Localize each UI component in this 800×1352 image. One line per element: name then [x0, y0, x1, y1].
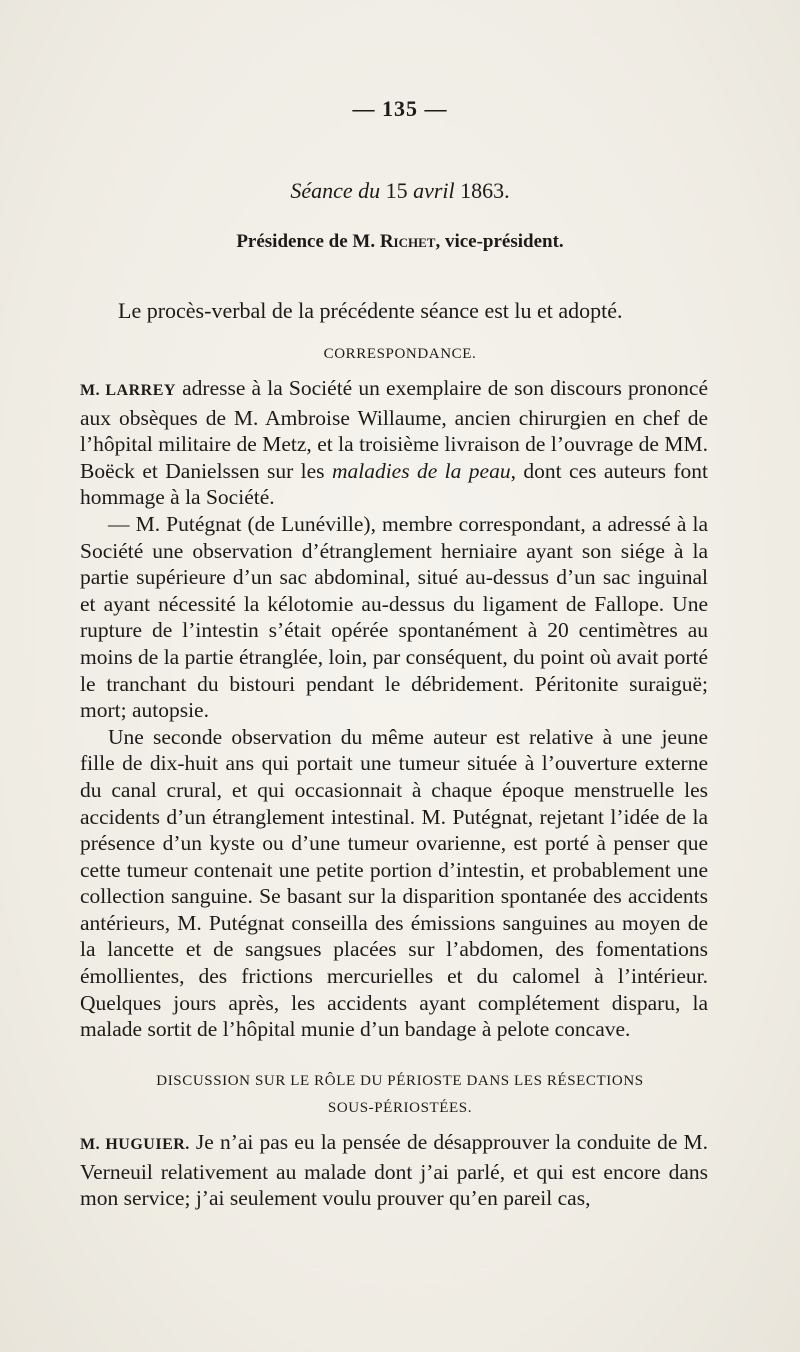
larrey-italic-title: maladies de la peau — [331, 458, 511, 483]
larrey-text-before: adresse à la Société un exemplaire de son discours prononcé aux obsèques de M. Ambroise Willaume, ancien chirurgien en chef de l’hôpital militaire de Metz, et la troisième livraison de l’ouvrage de MM. Boëck et Danielssen sur les — [80, 376, 708, 483]
minutes-statement: Le procès-verbal de la précédente séance est lu et adopté. — [118, 298, 623, 323]
speaker-huguier: M. HUGUIER. — [80, 1136, 190, 1153]
discussion-body — [80, 1129, 708, 1212]
discussion-heading-line-2: SOUS-PÉRIOSTÉES. — [327, 1100, 473, 1116]
presidency-suffix: , vice-président. — [435, 231, 564, 252]
paragraph-larrey — [80, 375, 708, 511]
larrey-text-after: , dont ces auteurs font hommage à la Société. — [80, 458, 708, 510]
correspondence-heading: CORRESPONDANCE. — [323, 346, 477, 362]
speaker-larrey: M. LARREY — [80, 382, 176, 399]
session-date-day: 15 — [385, 178, 408, 203]
session-date-prefix: Séance du — [290, 178, 381, 203]
session-date-year: 1863. — [460, 178, 510, 203]
paragraph-putegnat-1: — M. Putégnat (de Lunéville), membre correspondant, a adressé à la Société une observation d’étranglement herniaire ayant son siége à la partie supérieure d’un sac abdominal, situé au-dessus d’un sac inguinal et ayant nécessité la kélotomie au-dessus du ligament de Fallope. Une rupture de l’intestin s’était opérée spontanément à 20 centimètres au moins de la partie étranglée, loin, par conséquent, du point où avait porté le tranchant du bistouri pendant le débridement. Péritonite suraiguë; mort; autopsie. — [80, 511, 708, 723]
president-name: Richet — [379, 231, 436, 252]
huguier-text: Je n’ai pas eu la pensée de désapprouver la conduite de M. Verneuil relativement au malade dont j’ai parlé, et qui est encore dans mon service; j’ai seulement voulu prouver qu’en pareil cas, — [80, 1130, 708, 1211]
paragraph-huguier — [80, 1129, 708, 1212]
session-date — [0, 178, 800, 204]
page-number: — 135 — — [352, 96, 448, 121]
correspondence-body — [80, 375, 708, 1043]
discussion-heading-line-1: DISCUSSION SUR LE RÔLE DU PÉRIOSTE DANS LES RÉSECTIONS — [156, 1073, 644, 1089]
presidency-prefix: Présidence de M. — [236, 231, 376, 252]
presidency-line — [0, 231, 800, 253]
paragraph-putegnat-2: Une seconde observation du même auteur est relative à une jeune fille de dix-huit ans qui portait une tumeur située à l’ouverture externe du canal crural, et qui occasionnait à chaque époque menstruelle les accidents d’un étranglement intestinal. M. Putégnat, rejetant l’idée de la présence d’un kyste ou d’une tumeur ovarienne, est porté à penser que cette tumeur contenait une petite portion d’intestin, et probablement une collection sanguine. Se basant sur la disparition spontanée des accidents antérieurs, M. Putégnat conseilla des émissions sanguines au moyen de la lancette et de sangsues placées sur l’abdomen, des fomentations émollientes, des frictions mercurielles et du calomel à l’intérieur. Quelques jours après, les accidents ayant complétement disparu, la malade sortit de l’hôpital munie d’un bandage à pelote concave. — [80, 724, 708, 1042]
session-date-month: avril — [413, 178, 455, 203]
